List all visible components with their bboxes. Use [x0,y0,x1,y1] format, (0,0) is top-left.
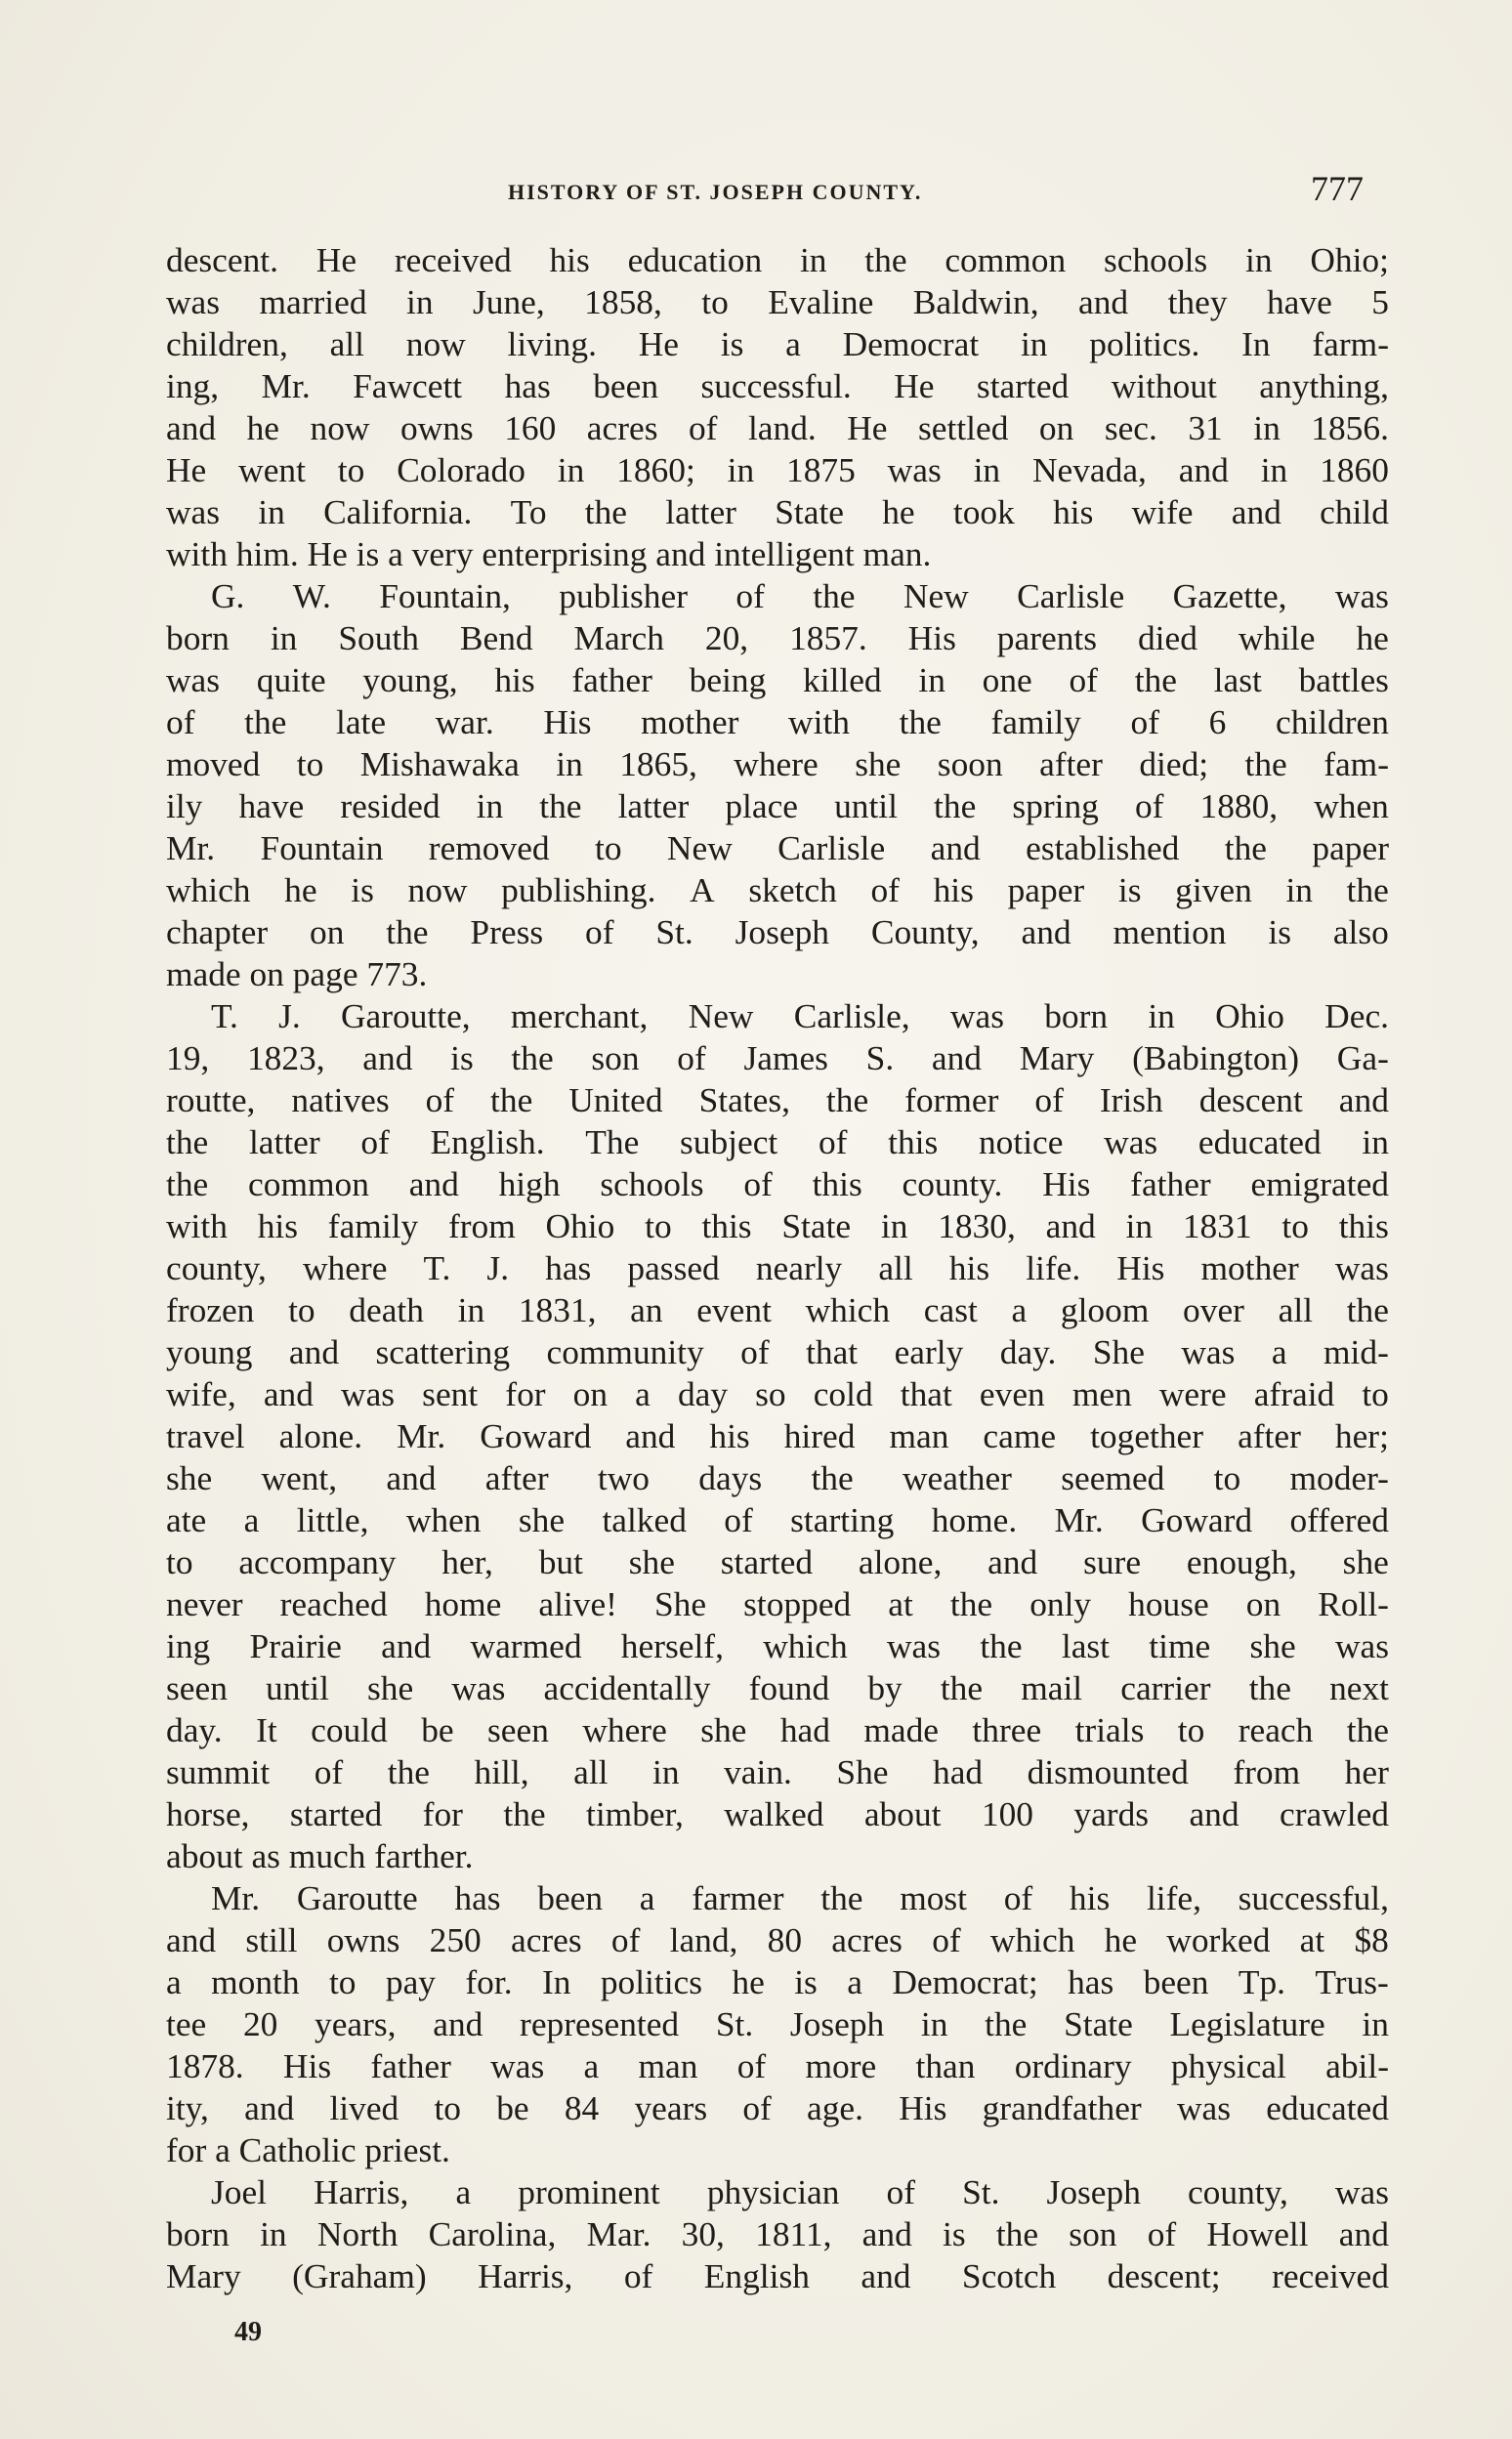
text-line: 1878. His father was a man of more than ordinary physical abil- [166,2046,1389,2085]
text-line: day. It could be seen where she had made three trials to reach the [166,1710,1389,1749]
text-line: county, where T. J. has passed nearly all his life. His mother was [166,1248,1389,1287]
text-line: made on page 773. [166,954,428,993]
text-line: born in South Bend March 20, 1857. His parents died while he [166,618,1389,657]
text-line: which he is now publishing. A sketch of his paper is given in the [166,870,1389,909]
running-title: HISTORY OF ST. JOSEPH COUNTY. [508,180,923,204]
text-line: was in California. To the latter State he took his wife and child [166,492,1389,531]
text-line: and still owns 250 acres of land, 80 acres of which he worked at $8 [166,1920,1389,1959]
text-line: with his family from Ohio to this State in 1830, and in 1831 to this [166,1206,1389,1245]
text-line: horse, started for the timber, walked about 100 yards and crawled [166,1794,1389,1833]
text-line: tee 20 years, and represented St. Joseph in the State Legislature in [166,2004,1389,2043]
text-line: routte, natives of the United States, the former of Irish descent and [166,1080,1389,1119]
text-line: descent. He received his education in the common schools in Ohio; [166,240,1389,279]
text-line: Joel Harris, a prominent physician of St. Joseph county, was [211,2172,1389,2211]
text-line: 19, 1823, and is the son of James S. and Mary (Babington) Ga- [166,1038,1389,1077]
text-line: young and scattering community of that early day. She was a mid- [166,1332,1389,1371]
text-line: seen until she was accidentally found by the mail carrier the next [166,1668,1389,1707]
text-line: ate a little, when she talked of starting home. Mr. Goward offered [166,1500,1389,1539]
text-line: and he now owns 160 acres of land. He settled on sec. 31 in 1856. [166,408,1389,447]
text-line: G. W. Fountain, publisher of the New Carlisle Gazette, was [211,576,1389,615]
text-line: children, all now living. He is a Democrat in politics. In farm- [166,324,1389,363]
page-number: 777 [1311,169,1364,208]
text-line: to accompany her, but she started alone, and sure enough, she [166,1542,1389,1581]
running-head [508,169,1387,213]
text-line: chapter on the Press of St. Joseph County, and mention is also [166,912,1389,951]
text-line: T. J. Garoutte, merchant, New Carlisle, was born in Ohio Dec. [211,996,1389,1035]
text-line: wife, and was sent for on a day so cold that even men were afraid to [166,1374,1389,1413]
text-line: summit of the hill, all in vain. She had dismounted from her [166,1752,1389,1791]
text-line: born in North Carolina, Mar. 30, 1811, and is the son of Howell and [166,2214,1389,2253]
text-line: Mary (Graham) Harris, of English and Scotch descent; received [166,2256,1389,2295]
text-line: she went, and after two days the weather seemed to moder- [166,1458,1389,1497]
text-line: ity, and lived to be 84 years of age. His grandfather was educated [166,2088,1389,2127]
text-line: Mr. Fountain removed to New Carlisle and established the paper [166,828,1389,867]
text-line: Mr. Garoutte has been a farmer the most of his life, successful, [211,1878,1389,1917]
text-line: about as much farther. [166,1836,474,1875]
text-line: frozen to death in 1831, an event which cast a gloom over all the [166,1290,1389,1329]
text-line: the common and high schools of this county. His father emigrated [166,1164,1389,1203]
text-line: was married in June, 1858, to Evaline Baldwin, and they have 5 [166,282,1389,321]
text-line: was quite young, his father being killed in one of the last battles [166,660,1389,699]
text-line: ing, Mr. Fawcett has been successful. He started without anything, [166,366,1389,405]
body-text [166,239,1389,2297]
text-line: ing Prairie and warmed herself, which was the last time she was [166,1626,1389,1665]
text-line: travel alone. Mr. Goward and his hired man came together after her; [166,1416,1389,1455]
signature-mark: 49 [234,2317,262,2347]
text-line: for a Catholic priest. [166,2130,450,2169]
text-line: the latter of English. The subject of this notice was educated in [166,1122,1389,1161]
text-line: He went to Colorado in 1860; in 1875 was in Nevada, and in 1860 [166,450,1389,489]
text-line: ily have resided in the latter place until the spring of 1880, when [166,786,1389,825]
text-line: a month to pay for. In politics he is a Democrat; has been Tp. Trus- [166,1962,1389,2001]
text-line: moved to Mishawaka in 1865, where she soon after died; the fam- [166,744,1389,783]
text-line: never reached home alive! She stopped at the only house on Roll- [166,1584,1389,1623]
text-line: of the late war. His mother with the family of 6 children [166,702,1389,741]
text-line: with him. He is a very enterprising and intelligent man. [166,534,932,573]
